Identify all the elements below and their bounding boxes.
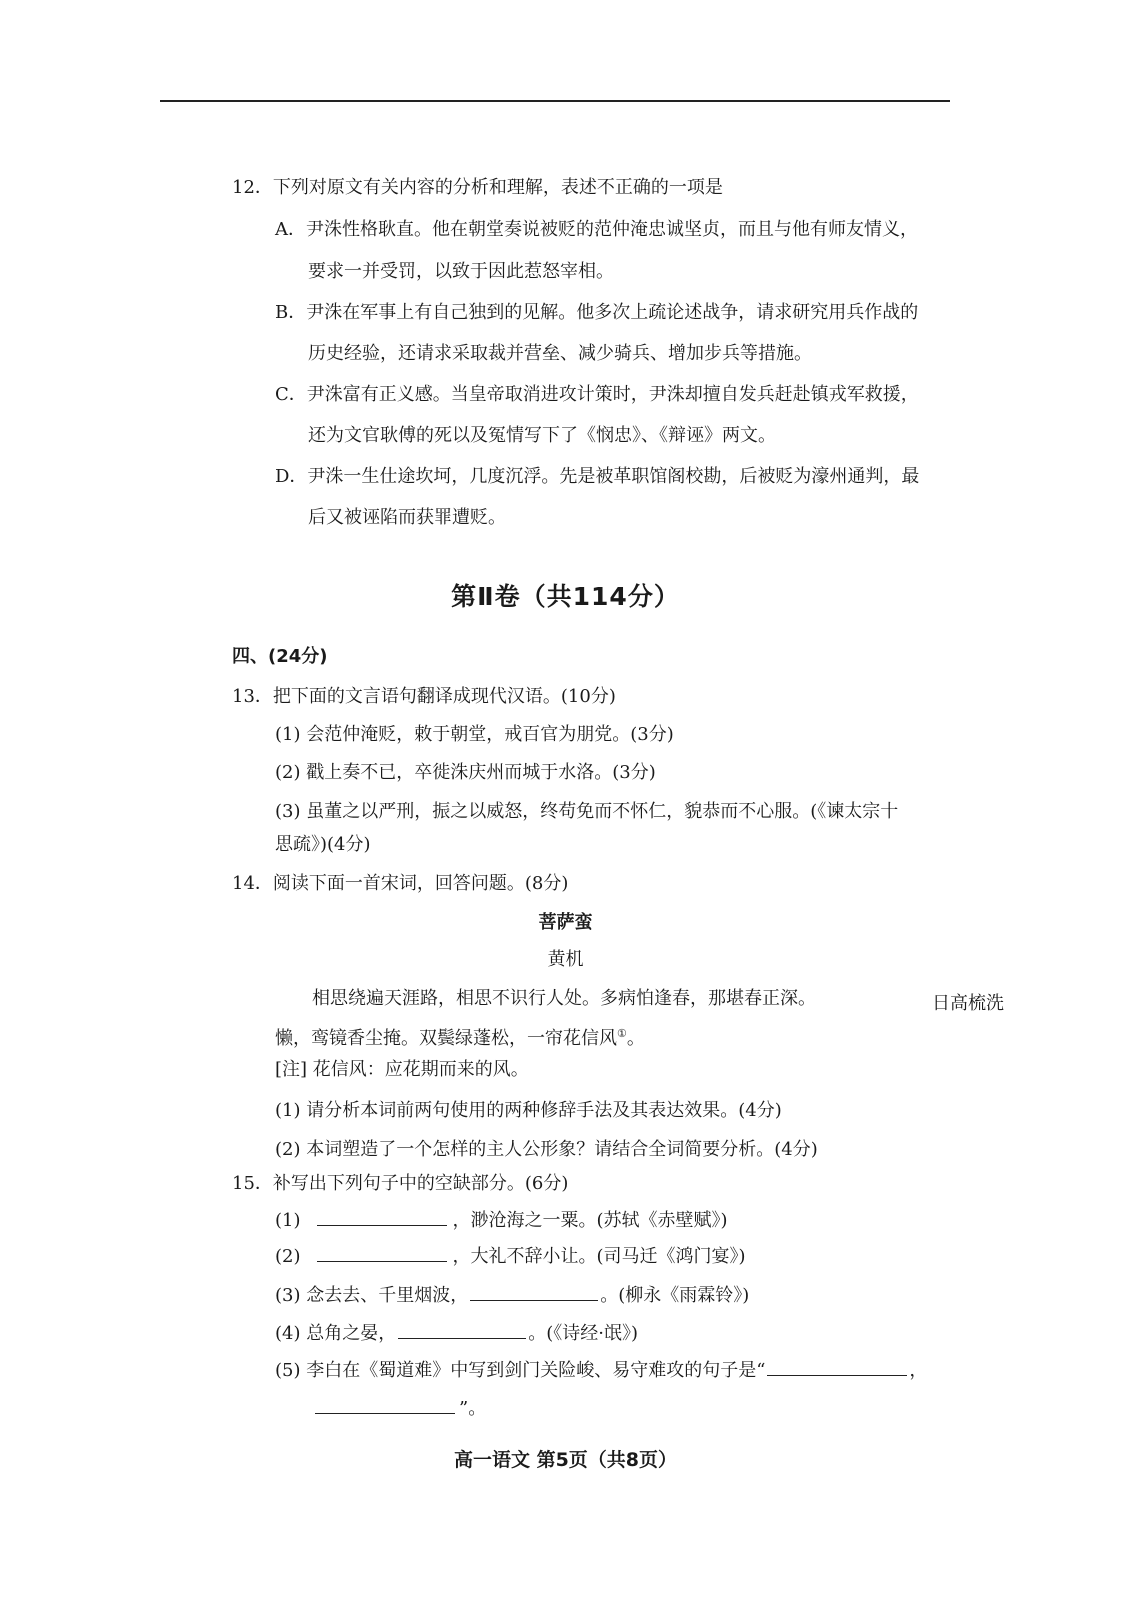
answer-blank[interactable]: [317, 1245, 447, 1262]
q13-sentence-1: (1) 会范仲淹贬，敕于朝堂，戒百官为朋党。(3分): [275, 724, 674, 745]
q12-option-b-line1: B．尹洙在军事上有自己独到的见解。他多次上疏论述战争，请求研究用兵作战的: [275, 302, 919, 323]
q15-item-5-comma: ，: [909, 1360, 928, 1381]
q15-item-5-close-quote: ”。: [459, 1398, 487, 1419]
q13-stem: 13．把下面的文言语句翻译成现代汉语。(10分): [232, 686, 616, 707]
q14-subquestion-1: (1) 请分析本词前两句使用的两种修辞手法及其表达效果。(4分): [275, 1100, 782, 1121]
q13-sentence-3-line1: (3) 虽董之以严刑，振之以威怒，终苟免而不怀仁，貌恭而不心服。(《谏太宗十: [275, 801, 899, 822]
q15-item-2-text: ，大礼不辞小让。(司马迁《鸿门宴》): [452, 1246, 746, 1267]
q12-option-c-line1: C．尹洙富有正义感。当皇帝取消进攻计策时，尹洙却擅自发兵赶赴镇戎军救援，: [275, 384, 919, 405]
q15-item-1-number: (1): [275, 1210, 301, 1231]
q15-item-1: [275, 1209, 728, 1233]
q15-item-4: [275, 1322, 638, 1346]
answer-blank[interactable]: [317, 1209, 447, 1226]
poem-author: 黄机: [547, 949, 584, 970]
q15-item-5: [275, 1359, 927, 1383]
q12-option-c-line2: 还为文官耿傅的死以及冤情写下了《悯忠》、《辩诬》两文。: [308, 425, 776, 446]
q15-item-3: [275, 1284, 749, 1308]
q12-option-d-line1: D．尹洙一生仕途坎坷，几度沉浮。先是被革职馆阁校勘，后被贬为濠州通判，最: [275, 466, 920, 487]
q12-option-d-line2: 后又被诬陷而获罪遭贬。: [308, 507, 506, 528]
q15-item-2: [275, 1245, 746, 1269]
poem-line-2-text: 懒，鸾镜香尘掩。双鬓绿蓬松，一帘花信风: [275, 1028, 617, 1049]
page-footer: 高一语文 第5页（共8页）: [453, 1449, 678, 1471]
q14-subquestion-2: (2) 本词塑造了一个怎样的主人公形象？请结合全词简要分析。(4分): [275, 1139, 818, 1160]
q15-item-4-text: (4) 总角之晏，: [275, 1323, 397, 1344]
section-title: 第Ⅱ卷（共114分）: [451, 582, 680, 611]
answer-blank[interactable]: [767, 1359, 907, 1376]
q15-stem: 15．补写出下列句子中的空缺部分。(6分): [232, 1173, 569, 1194]
q15-item-2-number: (2): [275, 1246, 301, 1267]
q15-item-5-text: (5) 李白在《蜀道难》中写到剑门关险峻、易守难攻的句子是“: [275, 1360, 766, 1381]
footnote-marker: ①: [617, 1027, 627, 1040]
answer-blank[interactable]: [315, 1397, 455, 1414]
poem-title: 菩萨蛮: [538, 912, 593, 933]
q12-option-a-line1: A．尹洙性格耿直。他在朝堂奏说被贬的范仲淹忠诚坚贞，而且与他有师友情义，: [275, 219, 918, 240]
q15-item-3-source: 。(柳永《雨霖铃》): [600, 1285, 750, 1306]
q12-stem: 12．下列对原文有关内容的分析和理解，表述不正确的一项是: [232, 177, 723, 198]
q12-option-b-line2: 历史经验，还请求采取裁并营垒、减少骑兵、增加步兵等措施。: [308, 343, 812, 364]
top-rule: [160, 100, 950, 102]
poem-line-2-end: 。: [626, 1028, 645, 1049]
q13-sentence-2: (2) 戳上奏不已，卒徙洙庆州而城于水洛。(3分): [275, 762, 656, 783]
poem-line-1-continued: 日高梳洗: [932, 993, 1004, 1014]
q15-item-1-text: ，渺沧海之一粟。(苏轼《赤壁赋》): [452, 1210, 728, 1231]
poem-line-2: [275, 1022, 645, 1051]
q15-item-5-continued: [315, 1397, 486, 1421]
poem-note: [注] 花信风：应花期而来的风。: [275, 1059, 529, 1080]
q15-item-3-text: (3) 念去去、千里烟波，: [275, 1285, 469, 1306]
part-four-heading: 四、(24分): [232, 646, 328, 667]
q15-item-4-source: 。(《诗经·氓》): [528, 1323, 638, 1344]
q13-sentence-3-line2: 思疏》)(4分): [275, 834, 371, 855]
q14-stem: 14．阅读下面一首宋词，回答问题。(8分): [232, 873, 569, 894]
q12-option-a-line2: 要求一并受罚，以致于因此惹怒宰相。: [308, 261, 614, 282]
poem-line-1: 相思绕遍天涯路，相思不识行人处。多病怕逢春，那堪春正深。: [312, 988, 816, 1009]
answer-blank[interactable]: [470, 1284, 598, 1301]
answer-blank[interactable]: [398, 1322, 526, 1339]
